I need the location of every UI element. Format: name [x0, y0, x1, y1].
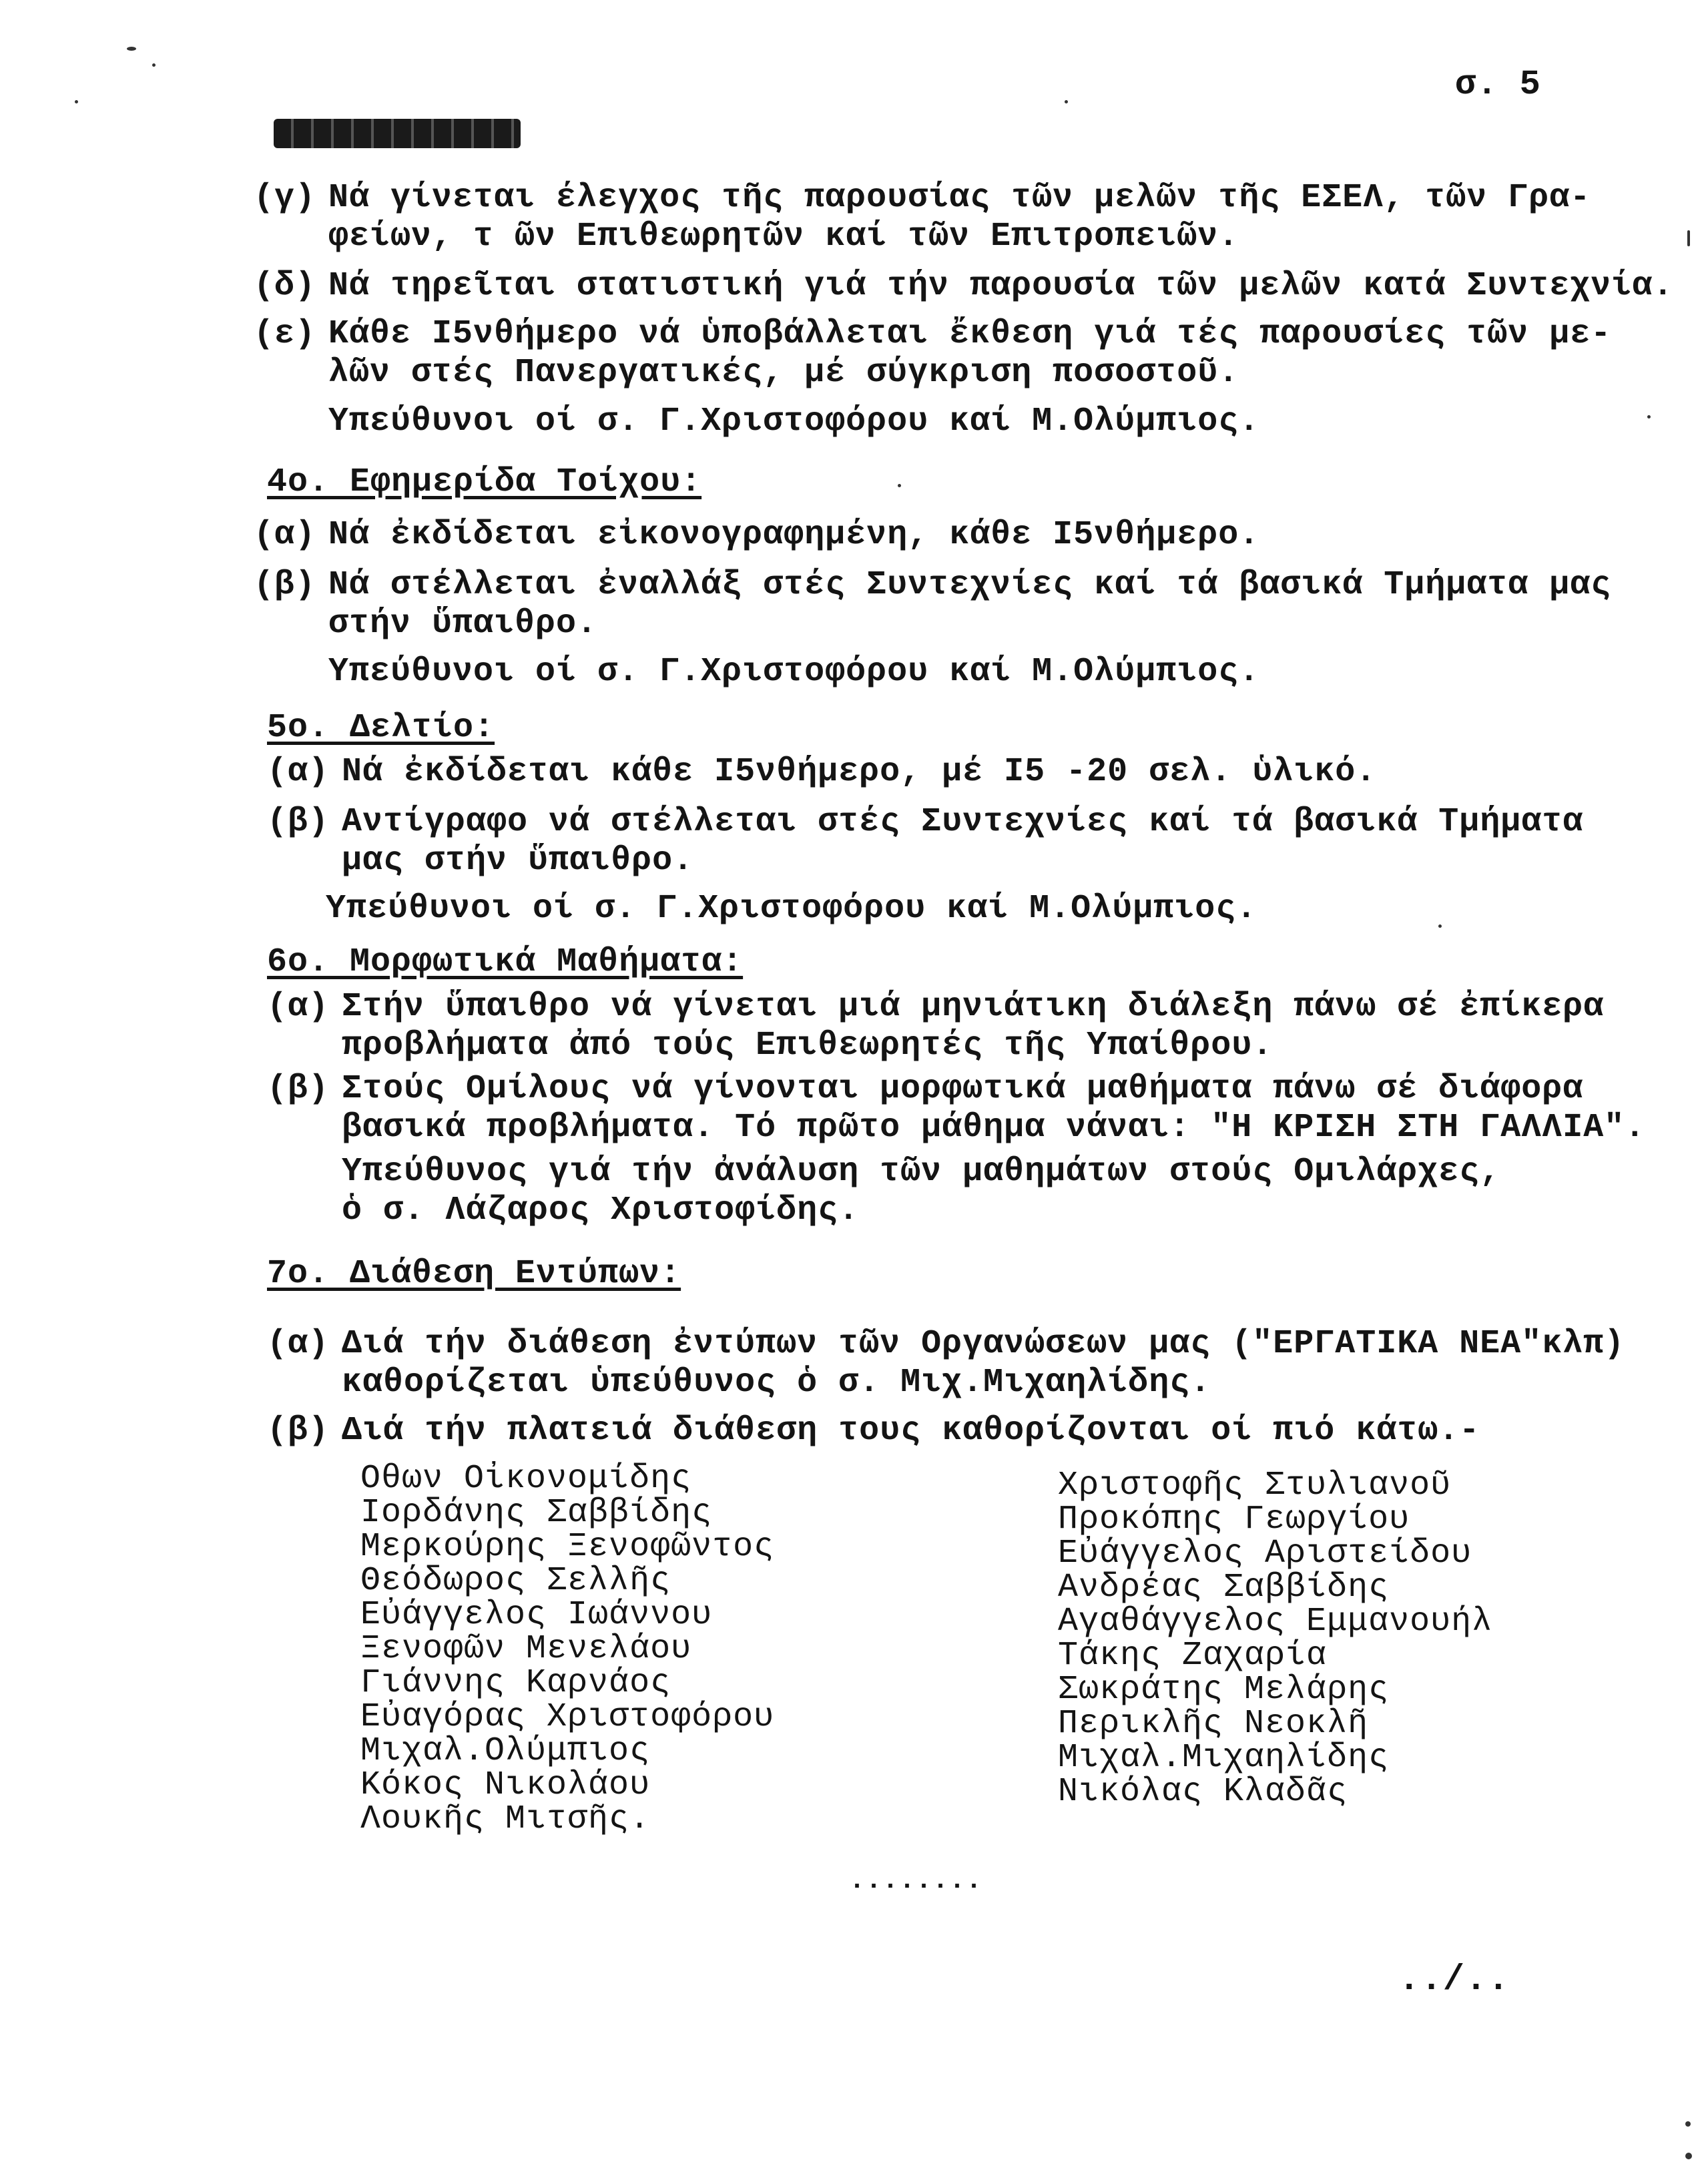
name-entry: Τάκης Ζαχαρία — [1058, 1637, 1328, 1675]
item-label: (α) — [254, 516, 316, 554]
item-text: Νά ἐκδίδεται κάθε Ι5νθήμερο, μέ Ι5 -20 σελ. ὑλικό. — [342, 753, 1377, 791]
item-text: βασικά προβλήματα. Τό πρῶτο μάθημα νάναι: "Η ΚΡΙΣΗ ΣΤΗ ΓΑΛΛΙΑ". — [342, 1109, 1646, 1147]
item-text: Διά τήν διάθεση ἐντύπων τῶν Οργανώσεων μας ("ΕΡΓΑΤΙΚΑ ΝΕΑ"κλπ) — [342, 1325, 1625, 1363]
name-entry: Σωκράτης Μελάρης — [1058, 1671, 1390, 1709]
responsible-line: Υπεύθυνοι οί σ. Γ.Χριστοφόρου καί Μ.Ολύμπιος. — [328, 402, 1260, 441]
scan-speck — [1438, 924, 1442, 928]
item-label: (α) — [267, 1325, 330, 1363]
item-label: (γ) — [254, 179, 316, 217]
item-text: καθορίζεται ὑπεύθυνος ὁ σ. Μιχ.Μιχαηλίδης. — [342, 1364, 1211, 1402]
item-text: Νά ἐκδίδεται εἰκονογραφημένη, κάθε Ι5νθήμερο. — [328, 516, 1260, 554]
names-right-column — [1058, 1468, 1492, 1809]
name-entry: Χριστοφῆς Στυλιανοῦ — [1058, 1466, 1452, 1505]
item-text: Νά στέλλεται ἐναλλάξ στές Συντεχνίες καί τά βασικά Τμήματα μας — [328, 566, 1612, 604]
name-entry: Εὐάγγελος Ιωάννου — [360, 1596, 713, 1634]
names-left-column — [360, 1462, 774, 1836]
item-label: (δ) — [254, 267, 316, 305]
scan-speck — [1065, 100, 1068, 103]
section-heading-5: 5ο. Δελτίο: — [267, 709, 495, 747]
scan-speck — [127, 47, 136, 51]
name-entry: Κόκος Νικολάου — [360, 1766, 651, 1804]
name-entry: Εὐαγόρας Χριστοφόρου — [360, 1698, 775, 1736]
item-text: φείων, τ ῶν Επιθεωρητῶν καί τῶν Επιτροπειῶν. — [328, 218, 1239, 256]
item-label: (α) — [267, 753, 330, 791]
struck-out-text — [274, 119, 521, 148]
name-entry: Προκόπης Γεωργίου — [1058, 1501, 1410, 1539]
item-text: στήν ὕπαιθρο. — [328, 605, 598, 643]
item-text: Στήν ὕπαιθρο νά γίνεται μιά μηνιάτικη διάλεξη πάνω σέ ἐπίκερα — [342, 988, 1605, 1026]
name-entry: Εὐάγγελος Αριστείδου — [1058, 1535, 1472, 1573]
scan-speck — [1647, 415, 1651, 419]
scan-speck — [1685, 2121, 1691, 2127]
scan-speck — [75, 100, 78, 103]
item-text: λῶν στές Πανεργατικές, μέ σύγκριση ποσοστοῦ. — [328, 354, 1239, 392]
name-entry: Ξενοφῶν Μενελάου — [360, 1630, 692, 1668]
page-number: σ. 5 — [1455, 65, 1541, 104]
name-entry: Μιχαλ.Ολύμπιος — [360, 1732, 651, 1770]
name-entry: Μερκούρης Ξενοφῶντος — [360, 1528, 775, 1566]
scan-speck — [152, 63, 156, 67]
item-label: (ε) — [254, 315, 316, 353]
scan-speck — [1685, 2153, 1692, 2159]
responsible-line: Υπεύθυνος γιά τήν ἀνάλυση τῶν μαθημάτων στούς Ομιλάρχες, — [342, 1153, 1501, 1191]
item-text: Κάθε Ι5νθήμερο νά ὑποβάλλεται ἔκθεση γιά τές παρουσίες τῶν με- — [328, 315, 1612, 353]
item-text: μας στήν ὕπαιθρο. — [342, 842, 694, 880]
item-text: Στούς Ομίλους νά γίνονται μορφωτικά μαθήματα πάνω σέ διάφορα — [342, 1070, 1584, 1108]
item-label: (β) — [267, 1412, 330, 1450]
responsible-line: Υπεύθυνοι οί σ. Γ.Χριστοφόρου καί Μ.Ολύμπιος. — [326, 890, 1257, 928]
responsible-line: Υπεύθυνοι οί σ. Γ.Χριστοφόρου καί Μ.Ολύμπιος. — [328, 653, 1260, 691]
scan-speck — [898, 484, 901, 487]
name-entry: Περικλῆς Νεοκλῆ — [1058, 1705, 1369, 1743]
item-label: (β) — [267, 1070, 330, 1108]
name-entry: Μιχαλ.Μιχαηλίδης — [1058, 1739, 1390, 1777]
name-entry: Λουκῆς Μιτσῆς. — [360, 1800, 651, 1838]
name-entry: Θεόδωρος Σελλῆς — [360, 1562, 671, 1600]
responsible-line: ὁ σ. Λάζαρος Χριστοφίδης. — [342, 1191, 860, 1230]
item-label: (β) — [254, 566, 316, 604]
item-text: Διά τήν πλατειά διάθεση τους καθορίζονται οί πιό κάτω.- — [342, 1412, 1480, 1450]
separator-dots: ........ — [849, 1866, 983, 1896]
name-entry: Ιορδάνης Σαββίδης — [360, 1494, 713, 1532]
continuation-mark: ../.. — [1398, 1960, 1510, 2000]
item-text: προβλήματα ἀπό τούς Επιθεωρητές τῆς Υπαίθρου. — [342, 1027, 1273, 1065]
name-entry: Αγαθάγγελος Εμμανουήλ — [1058, 1603, 1493, 1641]
item-label: (β) — [267, 803, 330, 841]
name-entry: Νικόλας Κλαδᾶς — [1058, 1773, 1348, 1811]
item-text: Αντίγραφο νά στέλλεται στές Συντεχνίες καί τά βασικά Τμήματα — [342, 803, 1584, 841]
item-text: Νά τηρεῖται στατιστική γιά τήν παρουσία τῶν μελῶν κατά Συντεχνία. — [328, 267, 1674, 305]
name-entry: Ανδρέας Σαββίδης — [1058, 1569, 1390, 1607]
scan-speck — [1687, 230, 1690, 246]
section-heading-6: 6ο. Μορφωτικά Μαθήματα: — [267, 943, 744, 981]
item-text: Νά γίνεται έλεγχος τῆς παρουσίας τῶν μελῶν τῆς ΕΣΕΛ, τῶν Γρα- — [328, 179, 1591, 217]
section-heading-7: 7ο. Διάθεση Εντύπων: — [267, 1255, 681, 1293]
name-entry: Οθων Οἰκονομίδης — [360, 1460, 692, 1498]
item-label: (α) — [267, 988, 330, 1026]
responsible-note — [342, 1153, 1500, 1230]
section-heading-4: 4ο. Εφημερίδα Τοίχου: — [267, 463, 702, 501]
name-entry: Γιάννης Καρνάος — [360, 1664, 671, 1702]
